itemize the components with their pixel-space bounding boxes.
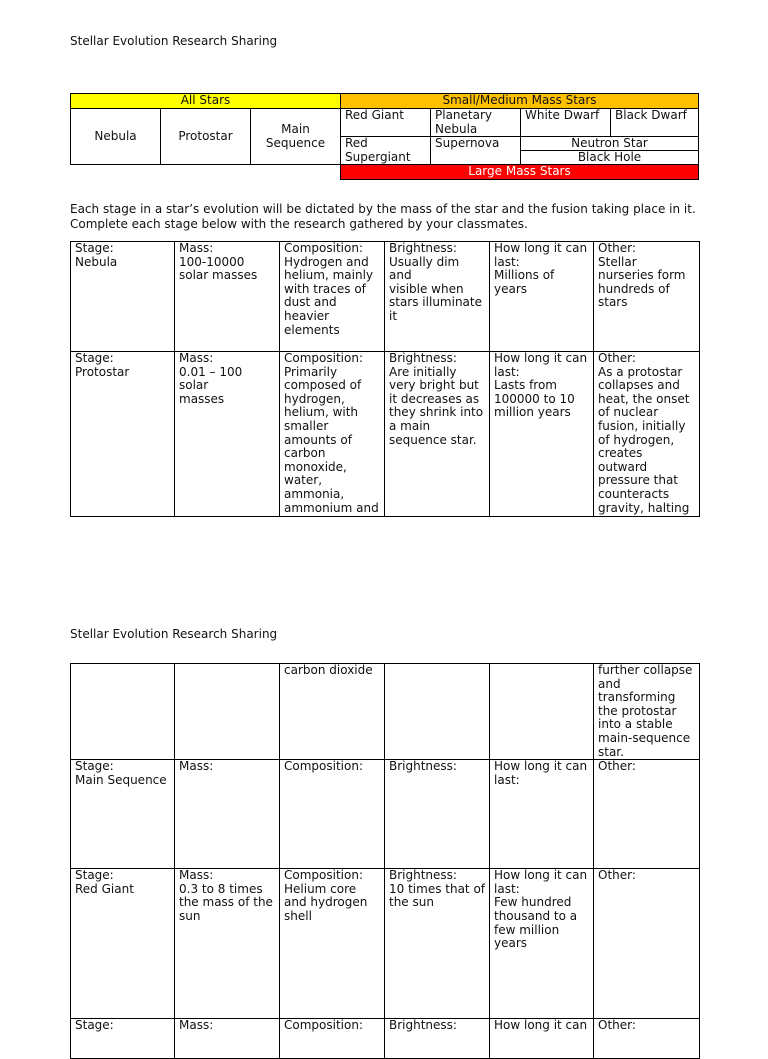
table-row [71,869,700,1019]
duration-cell [490,1019,594,1059]
composition-text: shell [284,908,312,923]
brightness-text: they shrink into [389,405,484,420]
other-text: Other: [598,351,636,365]
stage-cell [71,760,175,869]
composition-text: water, [284,473,323,488]
mass-text: sun [179,908,201,923]
mass-text: Mass: [179,241,214,255]
composition-text: dust and [284,295,337,310]
composition-cell [280,242,385,352]
other-text: of hydrogen, [598,432,675,447]
duration-text: years [494,936,528,951]
composition-text: heavier [284,308,330,323]
mass-text: 100-10000 [179,254,245,269]
mass-text: 0.01 – 100 solar [179,364,243,393]
brightness-cell [385,664,490,760]
brightness-cell [385,242,490,352]
other-text: As a protostar [598,364,683,379]
mass-cell [175,760,280,869]
duration-text: last: [494,254,520,269]
composition-text: Composition: [284,759,363,774]
mass-cell [175,352,280,517]
duration-text: Millions of years [494,268,555,296]
other-text: and [598,676,621,691]
stage-overview-diagram [70,93,699,180]
nebula-cell: Nebula [70,108,161,165]
other-text: Other: [598,241,636,255]
instructions-line-1: Each stage in a star’s evolution will be dictated by the mass of the star and the fusion taking place in it. [70,202,696,216]
mass-text: 0.3 to 8 times [179,881,263,896]
red-giant-cell: Red Giant [340,108,431,137]
other-text: into a stable [598,717,673,732]
brightness-cell [385,869,490,1019]
planetary-nebula-cell: Planetary Nebula [430,108,521,137]
composition-text: Composition: [284,351,363,365]
other-text: counteracts [598,486,670,501]
brightness-cell [385,1019,490,1059]
page-title-2: Stellar Evolution Research Sharing [70,627,278,641]
composition-text: elements [284,322,340,337]
table-row [71,352,700,517]
duration-text: thousand to a [494,908,578,923]
other-text: stars [598,295,628,310]
mass-cell [175,242,280,352]
brightness-text: Are initially [389,364,457,379]
composition-text: monoxide, [284,459,347,474]
mass-text: Mass: [179,759,214,774]
brightness-text: stars illuminate [389,295,482,310]
mass-text: Mass: [179,351,214,365]
stage-text: Protostar [75,364,130,379]
composition-text: Composition: [284,1018,363,1033]
brightness-cell [385,352,490,517]
duration-cell [490,242,594,352]
composition-text: amounts of [284,432,352,447]
instructions-line-2: Complete each stage below with the research gathered by your classmates. [70,217,528,231]
brightness-text: it decreases as [389,391,480,406]
stage-text: Stage: [75,351,114,365]
brightness-text: Brightness: [389,351,457,365]
composition-text: Hydrogen and [284,254,369,269]
main-sequence-cell: Main Sequence [250,108,341,165]
stage-cell [71,664,175,760]
red-supergiant-cell: Red Supergiant [340,136,431,165]
other-text: of nuclear [598,405,659,420]
composition-text: helium, mainly [284,268,373,283]
other-cell [594,869,700,1019]
brightness-text: 10 times that of [389,881,486,896]
composition-text: Helium core [284,881,357,896]
composition-text: composed of [284,378,362,393]
brightness-text: Brightness: [389,868,457,883]
mass-text: Mass: [179,1018,214,1033]
stage-text: Stage: [75,868,114,883]
brightness-text: the sun [389,895,434,910]
composition-text: ammonium and [284,500,379,515]
other-text: Stellar [598,254,637,269]
table-row [71,1019,700,1059]
composition-cell [280,664,385,760]
stage-cell [71,352,175,517]
stage-text: Main Sequence [75,772,167,787]
mass-cell [175,664,280,760]
brightness-cell [385,760,490,869]
stage-cell [71,1019,175,1059]
other-text: creates [598,446,643,461]
other-text: hundreds of [598,281,670,296]
stage-cell [71,242,175,352]
other-text: the protostar [598,703,677,718]
other-text: Other: [598,759,636,774]
stage-table-page-2 [70,663,700,1059]
all-stars-header: All Stars [70,93,341,109]
stage-text: Stage: [75,241,114,255]
mass-text: Mass: [179,868,214,883]
stage-table-page-1 [70,241,700,517]
duration-text: How long it can [494,868,588,883]
duration-text: last: [494,364,520,379]
composition-text: helium, with [284,405,359,420]
brightness-text: Brightness: [389,759,457,774]
composition-cell [280,760,385,869]
other-text: main-sequence [598,730,691,745]
duration-cell [490,869,594,1019]
duration-text: last: [494,772,520,787]
instructions [70,202,710,232]
duration-cell [490,760,594,869]
duration-text: How long it can [494,351,588,365]
duration-cell [490,352,594,517]
duration-text: How long it can [494,241,588,255]
stage-text: Red Giant [75,881,134,896]
composition-text: Composition: [284,868,363,883]
brightness-text: it [389,308,398,323]
composition-text: carbon [284,446,326,461]
duration-text: 100000 to 10 [494,391,575,406]
table-row [71,664,700,760]
duration-text: How long it can [494,759,588,774]
other-text: outward [598,459,648,474]
stage-text: Stage: [75,1018,114,1033]
small-medium-mass-header: Small/Medium Mass Stars [340,93,699,109]
other-cell [594,242,700,352]
other-text: Other: [598,1018,636,1033]
other-text: fusion, initially [598,418,686,433]
brightness-text: a main [389,418,431,433]
brightness-text: sequence star. [389,432,477,447]
composition-cell [280,352,385,517]
stage-text: Nebula [75,254,118,269]
brightness-text: Brightness: [389,241,457,255]
duration-text: Lasts from [494,378,557,393]
other-cell [594,664,700,760]
composition-cell [280,869,385,1019]
brightness-text: Brightness: [389,1018,457,1033]
black-dwarf-cell: Black Dwarf [610,108,699,137]
composition-text: smaller [284,418,329,433]
other-text: further collapse [598,663,693,677]
other-text: pressure that [598,473,679,488]
composition-text: Primarily [284,364,338,379]
duration-text: million years [494,405,571,420]
duration-text: Few hundred [494,895,572,910]
brightness-text: very bright but [389,378,479,393]
table-row [71,760,700,869]
brightness-text: visible when [389,281,464,296]
mass-text: masses [179,391,225,406]
other-text: gravity, halting [598,500,690,515]
white-dwarf-cell: White Dwarf [520,108,611,137]
other-text: transforming [598,690,676,705]
duration-text: How long it can [494,1018,588,1033]
composition-text: Composition: [284,241,363,255]
composition-text: ammonia, [284,486,345,501]
table-row [71,242,700,352]
mass-text: the mass of the [179,895,273,910]
other-cell [594,1019,700,1059]
other-text: Other: [598,868,636,883]
duration-cell [490,664,594,760]
large-mass-footer: Large Mass Stars [340,164,699,180]
brightness-text: Usually dim and [389,254,460,283]
other-text: nurseries form [598,268,686,283]
neutron-star-cell: Neutron Star [520,136,699,151]
mass-cell [175,1019,280,1059]
composition-text: carbon dioxide [284,663,373,677]
other-text: heat, the onset [598,391,690,406]
composition-cell [280,1019,385,1059]
other-text: star. [598,744,624,759]
stage-text: Stage: [75,759,114,774]
protostar-cell: Protostar [160,108,251,165]
page-title: Stellar Evolution Research Sharing [70,34,278,48]
composition-text: hydrogen, [284,391,345,406]
supernova-cell: Supernova [430,136,521,165]
black-hole-cell: Black Hole [520,150,699,165]
duration-text: few million [494,922,560,937]
other-cell [594,352,700,517]
composition-text: and hydrogen [284,895,368,910]
mass-cell [175,869,280,1019]
duration-text: last: [494,881,520,896]
stage-cell [71,869,175,1019]
other-text: collapses and [598,378,680,393]
other-cell [594,760,700,869]
mass-text: solar masses [179,268,258,283]
composition-text: with traces of [284,281,366,296]
